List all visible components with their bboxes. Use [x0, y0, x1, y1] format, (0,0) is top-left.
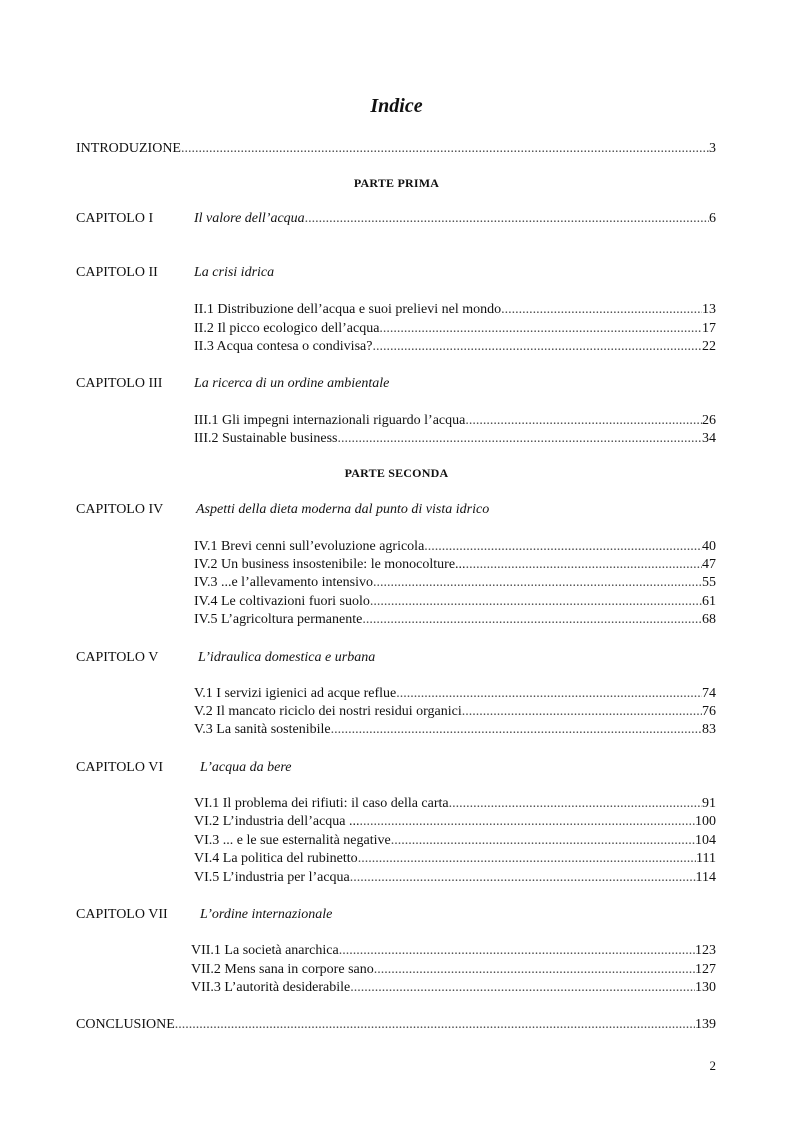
- toc-label: VII.1 La società anarchica: [191, 943, 339, 958]
- dot-leader: [465, 413, 702, 429]
- toc-entry-section[interactable]: [194, 686, 716, 702]
- toc-entry-introduction[interactable]: [76, 141, 716, 157]
- toc-page: 68: [702, 612, 716, 627]
- toc-label: II.3 Acqua contesa o condivisa?: [194, 339, 373, 354]
- toc-label: INTRODUZIONE: [76, 141, 181, 156]
- dot-leader: [370, 594, 702, 610]
- chapter-name: CAPITOLO III: [76, 376, 163, 391]
- toc-label: II.2 Il picco ecologico dell’acqua: [194, 321, 380, 336]
- chapter-name: CAPITOLO II: [76, 265, 158, 280]
- toc-label: IV.4 Le coltivazioni fuori suolo: [194, 594, 370, 609]
- toc-page: 114: [695, 870, 716, 885]
- part-heading-2: PARTE SECONDA: [344, 466, 449, 480]
- toc-entry-section[interactable]: [194, 594, 716, 610]
- toc-page: 100: [695, 814, 716, 829]
- toc-label: VI.1 Il problema dei rifiuti: il caso della carta: [194, 796, 449, 811]
- toc-page: 26: [702, 413, 716, 428]
- toc-entry-section[interactable]: [191, 980, 716, 996]
- dot-leader: [462, 704, 702, 720]
- toc-page: 123: [695, 943, 716, 958]
- toc-entry-section[interactable]: [194, 814, 716, 830]
- toc-page: 55: [702, 575, 716, 590]
- toc-entry-section[interactable]: [194, 321, 716, 337]
- chapter-name: CAPITOLO V: [76, 650, 159, 665]
- dot-leader: [181, 141, 709, 157]
- toc-label: VI.3 ... e le sue esternalità negative: [194, 833, 391, 848]
- toc-label: VI.5 L’industria per l’acqua: [194, 870, 350, 885]
- toc-entry-section[interactable]: [191, 943, 716, 959]
- chapter-title: Aspetti della dieta moderna dal punto di vista idrico: [196, 502, 490, 517]
- toc-page: 17: [702, 321, 716, 336]
- dot-leader: [501, 302, 702, 318]
- dot-leader: [350, 980, 695, 996]
- toc-page: 3: [709, 141, 716, 156]
- dot-leader: [358, 851, 696, 867]
- toc-page: 47: [702, 557, 716, 572]
- toc-label: V.2 Il mancato riciclo dei nostri residui organici: [194, 704, 462, 719]
- dot-leader: [424, 539, 702, 555]
- chapter-name: CAPITOLO VII: [76, 907, 168, 922]
- toc-label: VII.3 L’autorità desiderabile: [191, 980, 351, 995]
- toc-entry-section[interactable]: [194, 612, 716, 628]
- toc-page: 22: [702, 339, 716, 354]
- toc-label: CONCLUSIONE: [76, 1017, 175, 1032]
- chapter-name: CAPITOLO IV: [76, 502, 164, 517]
- dot-leader: [466, 557, 702, 573]
- toc-entry-chapter-1[interactable]: [76, 211, 716, 227]
- toc-entry-section[interactable]: [194, 339, 716, 355]
- toc-label: III.1 Gli impegni internazionali riguardo l’acqua: [194, 413, 466, 428]
- toc-entry-section[interactable]: [194, 431, 716, 447]
- toc-label: V.1 I servizi igienici ad acque reflue: [194, 686, 397, 701]
- dot-leader: [373, 575, 702, 591]
- chapter-title: La ricerca di un ordine ambientale: [194, 376, 390, 391]
- toc-entry-section[interactable]: [194, 413, 716, 429]
- toc-entry-section[interactable]: [194, 704, 716, 720]
- chapter-name: CAPITOLO VI: [76, 760, 163, 775]
- toc-label: II.1 Distribuzione dell’acqua e suoi prelievi nel mondo: [194, 302, 502, 317]
- dot-leader: [175, 1017, 695, 1033]
- toc-entry-section[interactable]: [194, 575, 716, 591]
- dot-leader: [337, 431, 702, 447]
- toc-label: IV.5 L’agricoltura permanente: [194, 612, 363, 627]
- toc-page: 40: [702, 539, 716, 554]
- dot-leader: [372, 339, 702, 355]
- toc-entry-section[interactable]: [194, 557, 716, 573]
- toc-label: V.3 La sanità sostenibile: [194, 722, 331, 737]
- toc-label: IV.2 Un business insostenibile: le monocolture...: [194, 557, 466, 572]
- toc-label: VII.2 Mens sana in corpore sano: [191, 962, 374, 977]
- toc-page: 34: [702, 431, 716, 446]
- chapter-title: Il valore dell’acqua: [194, 211, 305, 226]
- toc-page: 130: [695, 980, 716, 995]
- toc-entry-section[interactable]: [194, 722, 716, 738]
- toc-page: 13: [702, 302, 716, 317]
- toc-label: VI.4 La politica del rubinetto: [194, 851, 358, 866]
- toc-label: III.2 Sustainable business: [194, 431, 338, 446]
- dot-leader: [396, 686, 702, 702]
- chapter-title: L’ordine internazionale: [200, 907, 333, 922]
- toc-page: 139: [695, 1017, 716, 1032]
- chapter-title: L’idraulica domestica e urbana: [198, 650, 376, 665]
- chapter-title: L’acqua da bere: [200, 760, 292, 775]
- dot-leader: [305, 211, 709, 227]
- toc-label: IV.1 Brevi cenni sull’evoluzione agricola: [194, 539, 425, 554]
- dot-leader: [374, 962, 695, 978]
- toc-page: 91: [702, 796, 716, 811]
- toc-page: 74: [702, 686, 716, 701]
- dot-leader: [350, 870, 696, 886]
- dot-leader: [391, 833, 695, 849]
- dot-leader: [379, 321, 702, 337]
- toc-entry-section[interactable]: [194, 796, 716, 812]
- dot-leader: [449, 796, 702, 812]
- toc-page: 127: [695, 962, 716, 977]
- page-title: Indice: [370, 95, 423, 117]
- toc-page: 111: [696, 851, 716, 866]
- toc-page: 83: [702, 722, 716, 737]
- toc-entry-conclusion[interactable]: [76, 1017, 716, 1033]
- dot-leader: [339, 943, 695, 959]
- chapter-title: La crisi idrica: [194, 265, 275, 280]
- toc-entry-section[interactable]: [194, 851, 716, 867]
- toc-label: IV.3 ...e l’allevamento intensivo: [194, 575, 373, 590]
- page-number: 2: [709, 1058, 716, 1073]
- toc-label: VI.2 L’industria dell’acqua ...: [194, 814, 360, 829]
- toc-page: 76: [702, 704, 716, 719]
- dot-leader: [331, 722, 702, 738]
- part-heading-1: PARTE PRIMA: [353, 176, 440, 190]
- toc-entry-section[interactable]: [194, 870, 716, 886]
- dot-leader: [360, 814, 696, 830]
- toc-entry-section[interactable]: [194, 539, 716, 555]
- toc-page: 6: [709, 211, 716, 226]
- toc-page: 104: [695, 833, 716, 848]
- dot-leader: [362, 612, 702, 628]
- chapter-name: CAPITOLO I: [76, 211, 154, 226]
- toc-page: 61: [702, 594, 716, 609]
- toc-entry-section[interactable]: [191, 962, 716, 978]
- toc-entry-section[interactable]: [194, 302, 716, 318]
- toc-entry-section[interactable]: [194, 833, 716, 849]
